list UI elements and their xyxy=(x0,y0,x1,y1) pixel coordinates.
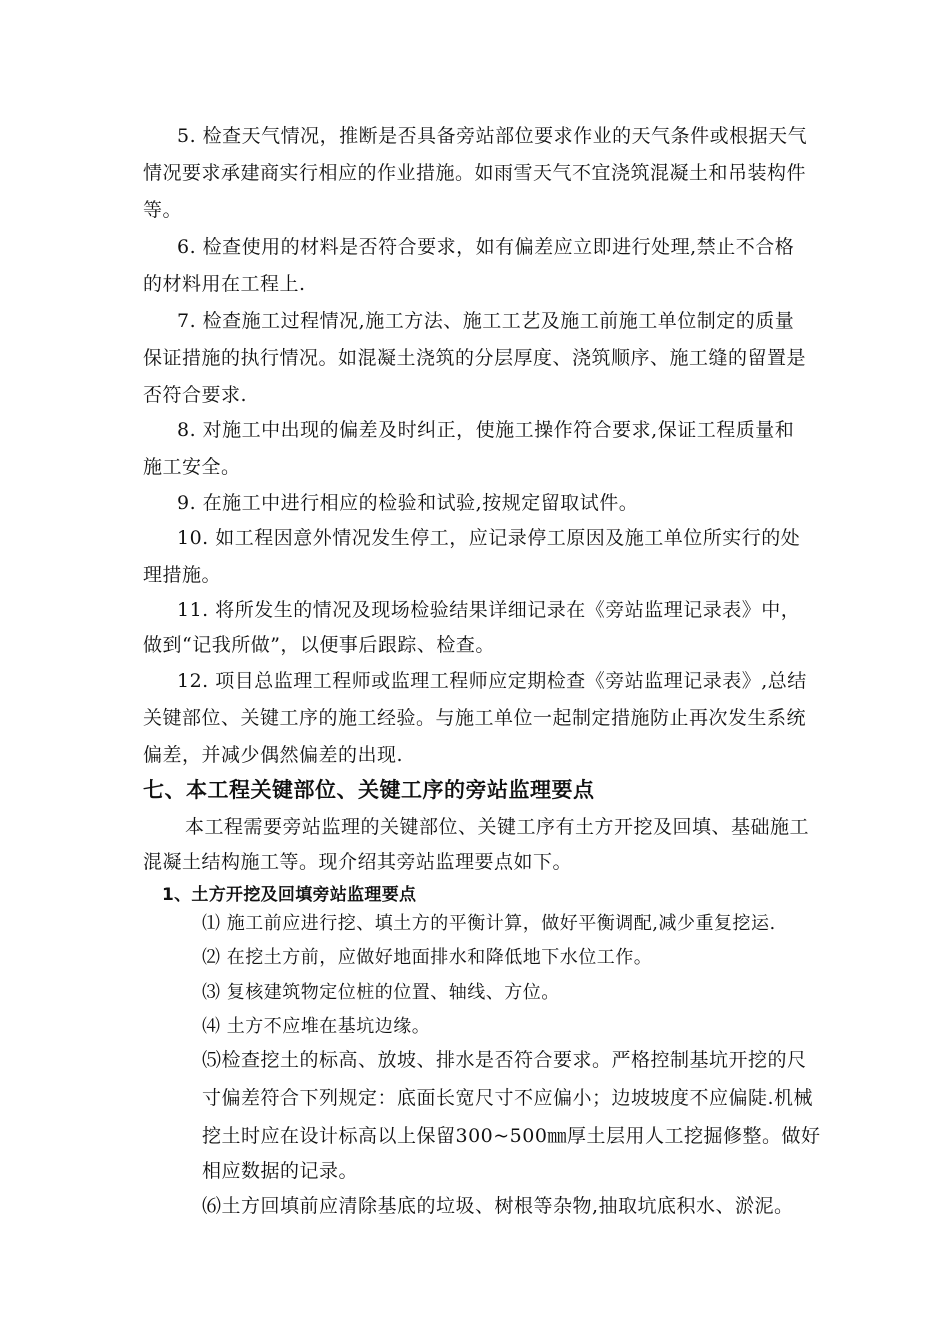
list-item-1: ⑴ 施工前应进行挖、填土方的平衡计算，做好平衡调配,减少重复挖运. xyxy=(202,913,776,934)
item-9-line-1: 9. 在施工中进行相应的检验和试验,按规定留取试件。 xyxy=(177,492,639,514)
list-item-6: ⑹土方回填前应清除基底的垃圾、树根等杂物,抽取坑底积水、淤泥。 xyxy=(202,1195,794,1217)
item-12-line-3: 偏差，并减少偶然偏差的出现. xyxy=(143,744,404,766)
item-10-line-1: 10. 如工程因意外情况发生停工，应记录停工原因及施工单位所实行的处 xyxy=(177,527,801,549)
list-item-4: ⑷ 土方不应堆在基坑边缘。 xyxy=(202,1016,431,1037)
section-7-heading: 七、本工程关键部位、关键工序的旁站监理要点 xyxy=(143,778,595,802)
item-5-line-1: 5. 检查天气情况，推断是否具备旁站部位要求作业的天气条件或根据天气 xyxy=(177,125,808,147)
list-item-5-line-4: 相应数据的记录。 xyxy=(202,1160,359,1182)
item-10-line-2: 理措施。 xyxy=(143,564,222,586)
item-7-line-1: 7. 检查施工过程情况,施工方法、施工工艺及施工前施工单位制定的质量 xyxy=(177,310,795,332)
item-5-line-2: 情况要求承建商实行相应的作业措施。如雨雪天气不宜浇筑混凝土和吊装构件 xyxy=(143,162,807,184)
item-6-line-1: 6. 检查使用的材料是否符合要求，如有偏差应立即进行处理,禁止不合格 xyxy=(177,236,795,258)
item-6-line-2: 的材料用在工程上. xyxy=(143,273,306,295)
item-5-line-3: 等。 xyxy=(143,199,183,221)
item-8-line-2: 施工安全。 xyxy=(143,456,241,478)
section-7-intro-line-2: 混凝土结构施工等。现介绍其旁站监理要点如下。 xyxy=(143,851,573,873)
item-12-line-2: 关键部位、关键工序的施工经验。与施工单位一起制定措施防止再次发生系统 xyxy=(143,707,807,729)
list-item-5-line-2: 寸偏差符合下列规定：底面长宽尺寸不应偏小；边坡坡度不应偏陡.机械 xyxy=(202,1087,814,1109)
section-7-intro-line-1: 本工程需要旁站监理的关键部位、关键工序有土方开挖及回填、基础施工 xyxy=(185,816,810,838)
item-8-line-1: 8. 对施工中出现的偏差及时纠正，使施工操作符合要求,保证工程质量和 xyxy=(177,419,795,441)
list-item-3: ⑶ 复核建筑物定位桩的位置、轴线、方位。 xyxy=(202,982,560,1003)
list-item-5-line-1: ⑸检查挖土的标高、放坡、排水是否符合要求。严格控制基坑开挖的尺 xyxy=(202,1049,807,1071)
item-7-line-3: 否符合要求. xyxy=(143,384,248,406)
item-7-line-2: 保证措施的执行情况。如混凝土浇筑的分层厚度、浇筑顺序、施工缝的留置是 xyxy=(143,347,807,369)
subsection-1-heading: 1、土方开挖及回填旁站监理要点 xyxy=(162,885,417,905)
list-item-2: ⑵ 在挖土方前，应做好地面排水和降低地下水位工作。 xyxy=(202,947,653,968)
item-11-line-1: 11. 将所发生的情况及现场检验结果详细记录在《旁站监理记录表》中， xyxy=(177,599,801,621)
item-11-line-2: 做到“记我所做”，以便事后跟踪、检查。 xyxy=(143,634,495,656)
item-12-line-1: 12. 项目总监理工程师或监理工程师应定期检查《旁站监理记录表》,总结 xyxy=(177,670,807,692)
list-item-5-line-3: 挖土时应在设计标高以上保留300~500㎜厚土层用人工挖掘修整。做好 xyxy=(202,1125,821,1147)
